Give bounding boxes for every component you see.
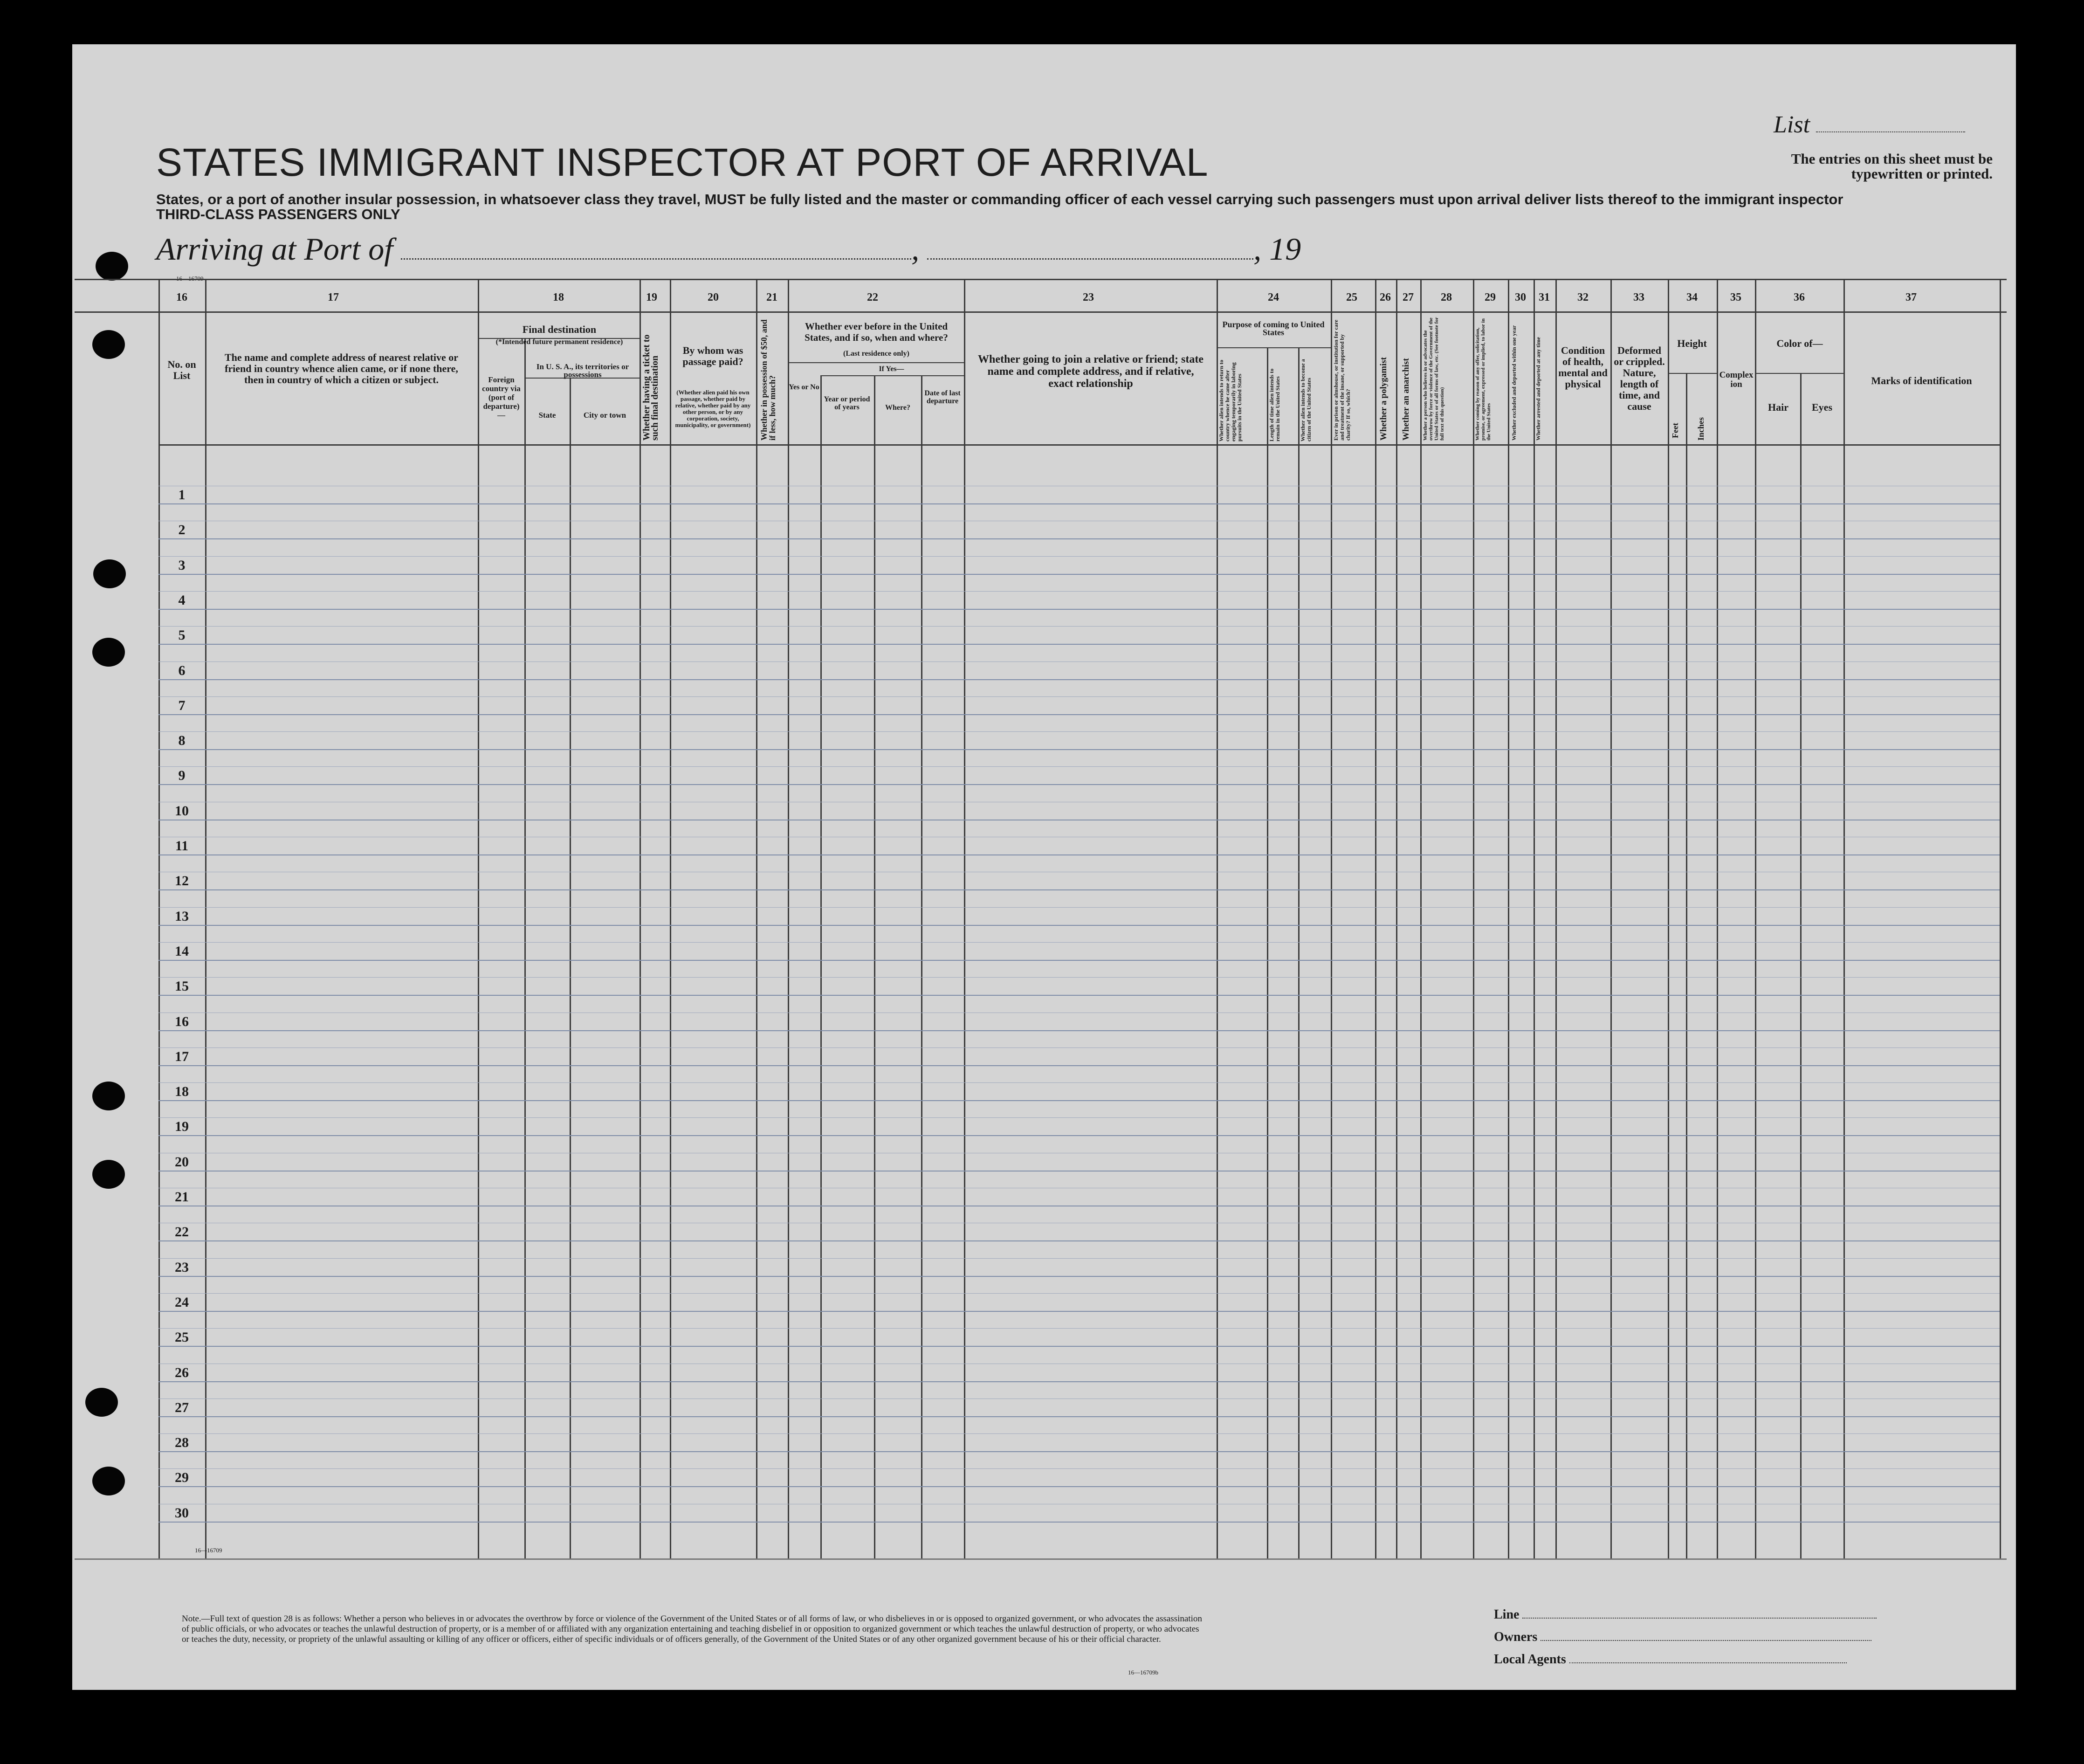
colnum-35: 35 — [1730, 291, 1741, 303]
colnum-17: 17 — [328, 291, 339, 303]
row-subrule — [158, 942, 2000, 943]
col28-header: Whether a person who believes in or advocates the overthrow by force or violence of the Government of the United States or of all forms of law, etc. (See footnote for full text of this question) — [1423, 317, 1445, 441]
col35-header: Complexion — [1719, 370, 1754, 389]
col-line — [1375, 279, 1376, 1558]
subhdr-rule — [788, 362, 964, 363]
row-rule — [158, 784, 2000, 785]
row-rule — [158, 609, 2000, 610]
col24-citizen: Whether alien intends to become a citizen of the United States — [1300, 359, 1312, 441]
row-rule — [158, 644, 2000, 645]
list-label: List — [1774, 111, 1810, 138]
port-field[interactable] — [401, 258, 911, 260]
manifest-sheet — [72, 44, 2016, 1690]
row-rule — [158, 1135, 2000, 1136]
col-line — [1668, 279, 1669, 1558]
col27-header: Whether an anarchist — [1401, 358, 1411, 441]
col-line — [1755, 279, 1756, 1558]
col21-header: Whether in possession of $50, and if less, how much? — [759, 319, 777, 441]
col-line — [788, 279, 789, 1558]
colnum-31: 31 — [1539, 291, 1550, 303]
col24-return: Whether alien intends to return to country whence he came after engaging temporarily in laboring pursuits in the United States — [1218, 359, 1243, 441]
colnum-32: 32 — [1577, 291, 1589, 303]
col-line — [964, 279, 965, 1558]
col-line — [756, 279, 757, 1558]
row-subrule — [158, 766, 2000, 767]
colnum-28: 28 — [1441, 291, 1452, 303]
row-number: 25 — [175, 1330, 189, 1345]
subhdr-rule — [1755, 373, 1843, 374]
colnum-25: 25 — [1346, 291, 1357, 303]
colnum-23: 23 — [1083, 291, 1094, 303]
table-bottom-rule — [75, 1558, 2007, 1560]
row-number: 29 — [175, 1470, 189, 1486]
row-subrule — [158, 626, 2000, 627]
col-line — [2000, 279, 2001, 1558]
row-subrule — [158, 1433, 2000, 1434]
row-rule — [158, 1276, 2000, 1277]
col-line — [1555, 279, 1557, 1558]
form-code-bottom: 16—16709 — [195, 1547, 222, 1554]
row-number: 26 — [175, 1364, 189, 1380]
row-subrule — [158, 591, 2000, 592]
col24-title: Purpose of coming to United States — [1222, 320, 1325, 337]
subhdr-rule — [1217, 347, 1331, 348]
col22-ifyes: If Yes— — [879, 365, 904, 373]
col17-header: The name and complete address of nearest relative or friend in country whence alien came, or if none there, then in country of which a citizen or subject. — [224, 351, 459, 386]
col22-title: Whether ever before in the United States, and if so, when and where? — [805, 321, 948, 343]
subhdr-rule — [1668, 373, 1717, 374]
col30-header: Whether excluded and deported within one year — [1511, 325, 1517, 441]
col22-where: Where? — [885, 404, 910, 412]
row-subrule — [158, 1117, 2000, 1118]
row-number: 2 — [178, 522, 186, 538]
row-rule — [158, 574, 2000, 575]
col36-hair: Hair — [1768, 401, 1788, 413]
col18-sub: (*Intended future permanent residence) — [495, 338, 623, 346]
colnum-22: 22 — [867, 291, 878, 303]
row-number: 8 — [178, 733, 186, 749]
colnum-19: 19 — [646, 291, 657, 303]
punch-hole — [92, 1467, 125, 1495]
row-number: 10 — [175, 803, 189, 819]
footnote-code: 16—16709b — [1128, 1669, 1158, 1676]
col24-length: Length of time alien intends to remain in the United States — [1268, 368, 1281, 441]
row-number: 20 — [175, 1154, 189, 1170]
header-bottom-rule — [158, 444, 2000, 446]
punch-hole — [92, 638, 125, 667]
row-rule — [158, 538, 2000, 539]
row-rule — [158, 889, 2000, 890]
row-number: 7 — [178, 697, 186, 713]
list-number-field[interactable] — [1816, 131, 1965, 132]
col22-year: Year or period of years — [824, 395, 870, 411]
row-rule — [158, 679, 2000, 680]
row-number: 9 — [178, 768, 186, 784]
arriving-label: Arriving at Port of — [156, 231, 393, 267]
punch-hole — [92, 1160, 125, 1189]
colnum-18: 18 — [553, 291, 564, 303]
instruction-line: States, or a port of another insular possession, in whatsoever class they travel, MUST be fully listed and the master or commanding officer of each vessel carrying such passengers must upon arrival deliver lists thereof to the immigrant inspector — [156, 191, 1843, 207]
row-number: 12 — [175, 873, 189, 889]
row-rule — [158, 960, 2000, 961]
row-number: 16 — [175, 1013, 189, 1029]
col23-header: Whether going to join a relative or friend; state name and complete address, and if relative, exact relationship — [978, 353, 1204, 390]
row-number: 13 — [175, 908, 189, 924]
col18-foreign: Foreign country via (port of departure)— — [482, 375, 521, 420]
colnum-34: 34 — [1686, 291, 1698, 303]
col18-title: Final destination — [522, 324, 597, 335]
subhdr-rule — [820, 375, 964, 376]
date-field[interactable] — [927, 258, 1253, 260]
col-line — [478, 279, 479, 1558]
col20-title: By whom was passage paid? — [682, 345, 743, 367]
row-number: 6 — [178, 662, 186, 678]
col34-feet: Feet — [1671, 423, 1680, 438]
col18-usa: In U. S. A., its territories or possessions — [536, 362, 629, 379]
row-rule — [158, 503, 2000, 504]
agents-signature — [1494, 1652, 1847, 1667]
row-subrule — [158, 696, 2000, 697]
col37-header: Marks of identification — [1871, 375, 1972, 386]
col25-header: Ever in prison or almshouse, or institution for care and treatment of the insane, or supported by charity? If so, which? — [1333, 319, 1351, 441]
colnum-24: 24 — [1268, 291, 1279, 303]
row-number: 11 — [175, 838, 189, 854]
col-line — [640, 279, 641, 1558]
col-line — [1473, 279, 1474, 1558]
colnum-37: 37 — [1905, 291, 1917, 303]
col-line — [1843, 279, 1845, 1558]
row-number: 28 — [175, 1435, 189, 1451]
owners-field[interactable] — [1541, 1640, 1871, 1641]
col18-state: State — [538, 411, 556, 420]
col22-date: Date of last departure — [924, 389, 961, 405]
row-subrule — [158, 556, 2000, 557]
col16-header: No. on List — [167, 358, 196, 381]
agents-field[interactable] — [1569, 1662, 1847, 1663]
col-line — [1534, 279, 1535, 1558]
row-number: 27 — [175, 1399, 189, 1415]
col-line — [205, 279, 206, 1558]
col22-sub: (Last residence only) — [843, 350, 909, 358]
colnum-30: 30 — [1515, 291, 1526, 303]
row-number: 22 — [175, 1224, 189, 1240]
col34-title: Height — [1677, 338, 1707, 349]
row-number: 17 — [175, 1048, 189, 1064]
row-subrule — [158, 1082, 2000, 1083]
row-subrule — [158, 907, 2000, 908]
row-subrule — [158, 1468, 2000, 1469]
col22-yesno: Yes or No — [789, 383, 819, 391]
colnum-36: 36 — [1794, 291, 1805, 303]
row-number: 14 — [175, 943, 189, 959]
row-rule — [158, 854, 2000, 855]
row-rule — [158, 1065, 2000, 1066]
col31-header: Whether arrested and deported at any time — [1535, 337, 1541, 441]
row-rule — [158, 1381, 2000, 1382]
entries-note: The entries on this sheet must be typewritten or printed. — [1791, 151, 1993, 182]
col-line — [158, 279, 160, 1558]
colnum-26: 26 — [1380, 291, 1391, 303]
col-line — [1217, 279, 1218, 1558]
row-subrule — [158, 977, 2000, 978]
line-field[interactable] — [1522, 1618, 1877, 1619]
punch-hole — [92, 1082, 125, 1110]
punch-hole — [85, 1388, 118, 1417]
row-rule — [158, 1486, 2000, 1487]
row-rule — [158, 1522, 2000, 1523]
colnum-20: 20 — [708, 291, 719, 303]
row-rule — [158, 995, 2000, 996]
arriving-port-line: Arriving at Port of , , 19 — [156, 231, 1301, 267]
row-rule — [158, 1416, 2000, 1417]
row-number: 5 — [178, 627, 186, 643]
punch-hole — [96, 252, 128, 281]
row-rule — [158, 925, 2000, 926]
line-label: Line — [1494, 1607, 1520, 1622]
col32-header: Condition of health, mental and physical — [1558, 345, 1608, 390]
row-rule — [158, 749, 2000, 750]
year-prefix: 19 — [1269, 231, 1301, 267]
agents-label: Local Agents — [1494, 1652, 1566, 1667]
colnum-16: 16 — [176, 291, 187, 303]
col-line — [1396, 279, 1397, 1558]
row-subrule — [158, 1258, 2000, 1259]
col-line — [1331, 279, 1332, 1558]
col33-header: Deformed or crippled. Nature, length of time, and cause — [1614, 345, 1665, 412]
row-rule — [158, 1100, 2000, 1101]
row-number: 30 — [175, 1505, 189, 1521]
col-line — [1717, 279, 1718, 1558]
row-number: 21 — [175, 1189, 189, 1205]
row-number: 4 — [178, 592, 186, 608]
row-rule — [158, 1451, 2000, 1452]
punch-hole — [93, 559, 126, 588]
row-rule — [158, 1346, 2000, 1347]
row-rule — [158, 714, 2000, 715]
form-title: STATES IMMIGRANT INSPECTOR AT PORT OF ARRIVAL — [156, 140, 1209, 184]
row-number: 18 — [175, 1084, 189, 1100]
row-number: 1 — [178, 487, 186, 503]
col18-city: City or town — [583, 411, 626, 420]
colnum-29: 29 — [1485, 291, 1496, 303]
punch-hole — [92, 330, 125, 359]
row-subrule — [158, 1047, 2000, 1048]
col36-eyes: Eyes — [1812, 401, 1832, 413]
row-rule — [158, 1311, 2000, 1312]
colnum-33: 33 — [1633, 291, 1644, 303]
col-line — [1420, 279, 1422, 1558]
col29-header: Whether coming by reason of any offer, solicitation, promise, or agreement, expressed or implied, to labor in the United States — [1475, 318, 1492, 441]
row-subrule — [158, 731, 2000, 732]
class-line: THIRD-CLASS PASSENGERS ONLY — [156, 206, 400, 222]
row-rule — [158, 1240, 2000, 1241]
col26-header: Whether a polygamist — [1379, 357, 1389, 441]
owners-label: Owners — [1494, 1630, 1538, 1644]
colnum-21: 21 — [766, 291, 777, 303]
col-line — [1610, 279, 1612, 1558]
col-line — [1508, 279, 1509, 1558]
row-number: 23 — [175, 1259, 189, 1275]
col-line — [1298, 347, 1300, 1558]
row-subrule — [158, 1328, 2000, 1329]
row-rule — [158, 1030, 2000, 1031]
row-number: 3 — [178, 557, 186, 573]
list-number-line — [1774, 111, 1965, 138]
col34-inches: Inches — [1696, 417, 1706, 441]
owners-signature — [1494, 1630, 1871, 1645]
line-signature — [1494, 1607, 1877, 1622]
col20-sub: (Whether alien paid his own passage, whether paid by relative, whether paid by any other person, or by any corporation, society, municipality, or government) — [675, 389, 751, 428]
col-line — [670, 279, 671, 1558]
row-number: 19 — [175, 1119, 189, 1135]
row-subrule — [158, 1293, 2000, 1294]
col-line — [1267, 347, 1268, 1558]
row-number: 15 — [175, 978, 189, 994]
row-number: 24 — [175, 1294, 189, 1310]
col19-header: Whether having a ticket to such final destination — [641, 334, 660, 441]
colnum-27: 27 — [1403, 291, 1414, 303]
footnote-question-28: Note.—Full text of question 28 is as follows: Whether a person who believes in or advocates the overthrow by force or violence of the Government of the United States or of all forms of law, or who disbelieves in or is opposed to organized government, or who advocates the assassination of public officials, or who advocates or teaches the unlawful destruction of property, or is a member of or affiliated with any organization entertaining and teaching disbelief in or opposition to organized government or which teaches the unlawful destruction of property, or who advocates or teaches the duty, necessity, or propriety of the unlawful assaulting or killing of any officer or officers, either of specific individuals or of officers generally, of the Government of the United States or of any other organized government because of his or their official character. — [182, 1614, 1202, 1644]
col36-title: Color of— — [1776, 338, 1823, 349]
